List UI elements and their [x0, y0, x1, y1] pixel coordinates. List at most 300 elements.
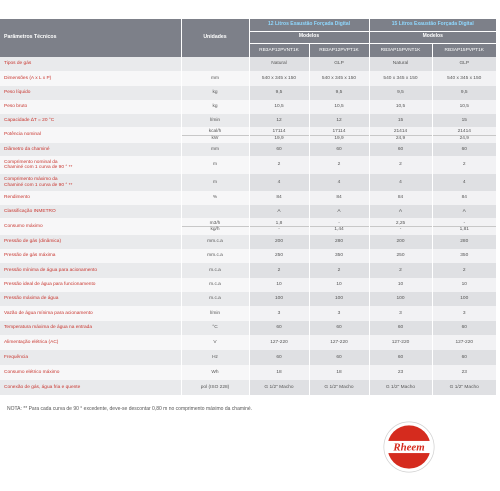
cell-line: 2	[462, 267, 466, 273]
cell-line: 350	[334, 253, 343, 259]
cell-line: 1,81	[433, 226, 497, 232]
cell-line: 60	[397, 146, 404, 152]
cell-line: kW	[182, 135, 249, 141]
value-cell	[369, 263, 432, 278]
cell-line: 1,44	[310, 226, 369, 232]
cell-line: 60	[276, 325, 282, 331]
param-line: Pressão mínima de água para acionamento	[4, 267, 98, 273]
unit-cell	[181, 218, 249, 235]
cell-line: 4	[277, 179, 281, 185]
value-cell	[249, 174, 309, 191]
cell-line: 60	[276, 354, 282, 360]
unit-cell	[181, 365, 249, 380]
value-cell	[432, 249, 496, 263]
param-line: Dimensões (A x L x P)	[4, 75, 52, 81]
unit-cell	[181, 143, 249, 156]
cell-line: 84	[397, 195, 404, 201]
table-row	[0, 306, 496, 321]
value-cell	[432, 321, 496, 335]
value-cell	[249, 100, 309, 114]
value-cell	[369, 306, 432, 321]
cell-line: 9,5	[275, 90, 283, 96]
cell-line: -	[338, 220, 340, 226]
param-line: Chaminé com 1 curva de 90 ° **	[4, 165, 73, 170]
unit-cell	[181, 335, 249, 350]
unit-cell	[181, 86, 249, 100]
value-cell	[432, 263, 496, 278]
unit-cell	[181, 278, 249, 292]
cell-line: pol (ISO 228)	[200, 384, 230, 390]
table-row	[0, 57, 496, 71]
cell-line: 540 x 345 x 150	[321, 75, 357, 81]
cell-line: 200	[274, 239, 283, 245]
cell-line: 2	[337, 267, 341, 273]
value-cell	[432, 380, 496, 395]
table-row	[0, 321, 496, 335]
cell-line: -	[463, 220, 466, 226]
value-cell	[432, 100, 496, 114]
cell-line: 15	[397, 117, 404, 123]
value-cell	[249, 218, 309, 235]
param-line: Classificação INMETRO	[4, 208, 56, 214]
cell-line: 280	[334, 239, 343, 245]
value-cell	[432, 306, 496, 321]
rheem-logo	[383, 421, 435, 473]
value-cell	[369, 335, 432, 350]
cell-line: 84	[336, 195, 342, 201]
param-cell	[0, 71, 181, 86]
value-cell	[432, 114, 496, 127]
cell-line: kg	[212, 90, 218, 96]
cell-line: 60	[461, 146, 467, 152]
value-cell	[249, 156, 309, 174]
unit-cell	[181, 235, 249, 249]
cell-line: m	[213, 179, 217, 185]
table-row	[0, 143, 496, 156]
cell-line: 60	[461, 325, 467, 331]
cell-line: 10	[461, 282, 467, 288]
svg-text:Rheem: Rheem	[393, 441, 425, 454]
cell-line: 200	[396, 239, 405, 245]
value-cell	[369, 235, 432, 249]
cell-line: 10,5	[395, 104, 406, 110]
cell-line: 17114	[332, 129, 346, 135]
param-line: Peso líquido	[4, 90, 31, 96]
cell-line: 2	[399, 267, 402, 273]
unit-cell	[181, 114, 249, 127]
param-cell	[0, 306, 181, 321]
param-cell	[0, 278, 181, 292]
value-cell	[249, 292, 309, 306]
value-cell	[249, 365, 309, 380]
value-cell	[309, 127, 369, 143]
param-line: Chaminé com 1 curva de 90 ° **	[4, 182, 73, 188]
cell-line: l/min	[209, 310, 221, 316]
cell-line: Hz	[212, 354, 218, 360]
value-cell	[432, 71, 496, 86]
value-cell	[249, 71, 309, 86]
header-unit: Unidades	[181, 19, 249, 57]
value-cell	[432, 365, 496, 380]
value-cell	[309, 365, 369, 380]
cell-line: mm.c.a	[207, 253, 223, 259]
cell-line: 10,5	[334, 104, 344, 110]
param-cell	[0, 127, 181, 143]
value-cell	[369, 114, 432, 127]
cell-line: m.c.a	[209, 282, 221, 288]
cell-line: Wh	[211, 369, 219, 375]
cell-line: 250	[396, 253, 405, 259]
cell-line: 3	[337, 310, 341, 316]
table-row	[0, 365, 496, 380]
table-row	[0, 156, 496, 174]
cell-line: 540 x 345 x 150	[383, 75, 418, 81]
value-cell	[309, 278, 369, 292]
table-row	[0, 174, 496, 191]
cell-line: 2	[462, 162, 466, 168]
value-cell	[369, 205, 432, 218]
value-cell	[369, 143, 432, 156]
cell-line: 4	[462, 179, 466, 185]
table-row	[0, 278, 496, 292]
cell-line: 24,9	[370, 135, 432, 141]
cell-line: 4	[399, 179, 402, 185]
value-cell	[432, 127, 496, 143]
param-line: Pressão ideal de água para funcionamento	[4, 282, 96, 288]
cell-line: 19,9	[310, 135, 369, 141]
cell-line: GLP	[334, 61, 344, 67]
cell-line: kcal/h	[208, 129, 222, 135]
cell-line: A	[277, 208, 281, 214]
param-line: Conexão de gás, água fria e quente	[4, 384, 81, 390]
value-cell	[309, 292, 369, 306]
param-cell	[0, 100, 181, 114]
cell-line: GLP	[459, 61, 470, 67]
param-line: Pressão de gás máxima	[4, 253, 56, 259]
param-line: Comprimento máximo da	[4, 177, 58, 183]
table-row	[0, 249, 496, 263]
value-cell	[309, 321, 369, 335]
cell-line: -	[250, 226, 309, 232]
cell-line: m	[213, 162, 217, 168]
param-cell	[0, 57, 181, 71]
unit-cell	[181, 292, 249, 306]
param-cell	[0, 292, 181, 306]
param-line: Pressão máxima de água	[4, 296, 59, 302]
cell-line: 2,25	[395, 220, 406, 226]
cell-line: 60	[397, 325, 404, 331]
cell-line: 17114	[272, 129, 286, 135]
cell-line: 84	[461, 195, 467, 201]
value-cell	[309, 71, 369, 86]
value-cell	[369, 127, 432, 143]
value-cell	[249, 350, 309, 365]
unit-cell	[181, 100, 249, 114]
cell-line: 9,5	[460, 90, 468, 96]
cell-line: 60	[336, 146, 342, 152]
table-row	[0, 335, 496, 350]
param-line: Consumo máximo	[4, 223, 43, 229]
value-cell	[369, 191, 432, 205]
cell-line: 100	[396, 296, 405, 302]
value-cell	[369, 321, 432, 335]
cell-line: 84	[276, 195, 282, 201]
value-cell	[249, 380, 309, 395]
param-cell	[0, 350, 181, 365]
header-group-15l: 15 Litros Exaustão Forçada Digital	[369, 19, 496, 31]
param-cell	[0, 218, 181, 235]
footnote: NOTA: ** Para cada curva de 90 ° excedente, deve-se descontar 0,80 m no comprimento máximo da chaminé.	[7, 406, 253, 412]
value-cell	[249, 86, 309, 100]
value-cell	[432, 156, 496, 174]
value-cell	[309, 205, 369, 218]
value-cell	[432, 205, 496, 218]
value-cell	[432, 57, 496, 71]
value-cell	[432, 191, 496, 205]
cell-line: G 1/2" Macho	[264, 384, 294, 390]
value-cell	[369, 57, 432, 71]
value-cell	[249, 205, 309, 218]
param-line: Frequência	[4, 354, 28, 360]
value-cell	[249, 191, 309, 205]
value-cell	[249, 278, 309, 292]
value-cell	[309, 174, 369, 191]
table-row	[0, 205, 496, 218]
cell-line: mm	[211, 75, 219, 81]
header-model-code: RB3AP15PVPT1K	[432, 43, 496, 57]
value-cell	[309, 380, 369, 395]
cell-line: Natural	[271, 61, 287, 67]
cell-line: 100	[274, 296, 283, 302]
header-group-12l: 12 Litros Exaustão Forçada Digital	[249, 19, 369, 31]
unit-cell	[181, 127, 249, 143]
param-cell	[0, 205, 181, 218]
cell-line: 100	[334, 296, 343, 302]
value-cell	[309, 249, 369, 263]
value-cell	[432, 278, 496, 292]
cell-line: 10	[336, 282, 342, 288]
value-cell	[249, 263, 309, 278]
param-line: Temperatura máxima de água na entrada	[4, 325, 92, 331]
table-row	[0, 235, 496, 249]
value-cell	[369, 86, 432, 100]
cell-line: 127-220	[270, 339, 288, 345]
table-row	[0, 380, 496, 395]
param-line: Pressão de gás (dinâmica)	[4, 239, 62, 245]
cell-line: 23	[461, 369, 467, 375]
cell-line: °C	[212, 325, 218, 331]
cell-line: 23	[397, 369, 404, 375]
value-cell	[309, 235, 369, 249]
cell-line: 10,5	[274, 104, 284, 110]
param-cell	[0, 143, 181, 156]
param-line: Potência nominal	[4, 132, 41, 138]
cell-line: A	[337, 208, 341, 214]
cell-line: %	[212, 195, 218, 201]
cell-line: m.c.a	[209, 296, 221, 302]
value-cell	[369, 100, 432, 114]
cell-line: 10	[397, 282, 404, 288]
cell-line: 60	[461, 354, 467, 360]
unit-cell	[181, 174, 249, 191]
param-cell	[0, 321, 181, 335]
unit-cell	[181, 380, 249, 395]
cell-line: 540 x 345 x 150	[261, 75, 297, 81]
cell-line: 18	[336, 369, 342, 375]
param-cell	[0, 335, 181, 350]
value-cell	[432, 174, 496, 191]
value-cell	[309, 335, 369, 350]
cell-line: 18	[276, 369, 282, 375]
value-cell	[309, 306, 369, 321]
table-row	[0, 292, 496, 306]
table-row	[0, 127, 496, 143]
value-cell	[432, 86, 496, 100]
value-cell	[249, 249, 309, 263]
param-line: Diâmetro da chaminé	[4, 146, 50, 152]
param-line: Rendimento	[4, 195, 30, 201]
param-cell	[0, 86, 181, 100]
value-cell	[309, 350, 369, 365]
table-row	[0, 218, 496, 235]
unit-cell	[181, 249, 249, 263]
value-cell	[369, 365, 432, 380]
table-row	[0, 86, 496, 100]
cell-line: G 1/2" Macho	[324, 384, 354, 390]
value-cell	[369, 350, 432, 365]
cell-line: 2	[399, 162, 402, 168]
cell-line: 10,5	[459, 104, 469, 110]
cell-line: 250	[274, 253, 283, 259]
header-model-code: RB3AP12PVNT1K	[249, 43, 309, 57]
param-cell	[0, 380, 181, 395]
header-model-code: RB3AP12PVPT1K	[309, 43, 369, 57]
cell-line: 280	[460, 239, 469, 245]
value-cell	[249, 306, 309, 321]
cell-line: A	[462, 208, 466, 214]
param-cell	[0, 249, 181, 263]
cell-line: 2	[277, 267, 281, 273]
value-cell	[369, 218, 432, 235]
value-cell	[369, 292, 432, 306]
cell-line: 12	[336, 117, 342, 123]
param-line: Alimentação elétrica (AC)	[4, 339, 59, 345]
param-line: Capacidade ∆T = 20 °C	[4, 117, 55, 123]
value-cell	[309, 156, 369, 174]
param-cell	[0, 174, 181, 191]
specs-table	[0, 19, 496, 395]
cell-line: 4	[337, 179, 341, 185]
param-line: Comprimento nominal da	[4, 159, 58, 165]
cell-line: 10	[276, 282, 282, 288]
unit-cell	[181, 350, 249, 365]
cell-line: 3	[277, 310, 281, 316]
value-cell	[249, 57, 309, 71]
cell-line: 100	[460, 296, 469, 302]
value-cell	[309, 86, 369, 100]
value-cell	[369, 249, 432, 263]
param-cell	[0, 156, 181, 174]
cell-line: A	[398, 208, 403, 214]
cell-line: m.c.a	[209, 267, 221, 273]
header-model-code: RB3AP15PVNT1K	[369, 43, 432, 57]
value-cell	[309, 263, 369, 278]
table-row	[0, 100, 496, 114]
value-cell	[432, 350, 496, 365]
cell-line: 127-220	[455, 339, 474, 345]
value-cell	[249, 335, 309, 350]
param-line: Tipos de gás	[4, 61, 32, 67]
cell-line: 3	[462, 310, 466, 316]
specs-table-body	[0, 57, 496, 395]
value-cell	[432, 335, 496, 350]
param-line: Vazão de água mínima para acionamento	[4, 310, 93, 316]
cell-line: 24,9	[433, 135, 497, 141]
cell-line: 9,5	[335, 90, 343, 96]
param-line: Consumo elétrico máximo	[4, 369, 60, 375]
cell-line: l/min	[209, 117, 221, 123]
unit-cell	[181, 57, 249, 71]
cell-line: 9,5	[397, 90, 404, 96]
cell-line: 127-220	[330, 339, 348, 345]
table-row	[0, 191, 496, 205]
value-cell	[309, 218, 369, 235]
cell-line: 2	[277, 162, 281, 168]
cell-line: 350	[460, 253, 469, 259]
table-row	[0, 114, 496, 127]
table-row	[0, 71, 496, 86]
cell-line: 19,9	[250, 135, 309, 141]
value-cell	[369, 174, 432, 191]
cell-line: 540 x 345 x 150	[447, 75, 482, 81]
header-models-12l: Modelos	[249, 31, 369, 43]
value-cell	[249, 235, 309, 249]
cell-line: Natural	[392, 61, 409, 67]
value-cell	[249, 143, 309, 156]
cell-line: 15	[461, 117, 467, 123]
value-cell	[432, 218, 496, 235]
cell-line: 21414	[457, 129, 471, 135]
value-cell	[369, 380, 432, 395]
cell-line: 60	[336, 325, 342, 331]
header-models-15l: Modelos	[369, 31, 496, 43]
cell-line: 60	[397, 354, 404, 360]
cell-line: 60	[276, 146, 282, 152]
cell-line: 3	[399, 310, 402, 316]
cell-line: 127-220	[391, 339, 410, 345]
value-cell	[249, 114, 309, 127]
param-cell	[0, 235, 181, 249]
value-cell	[309, 191, 369, 205]
value-cell	[249, 321, 309, 335]
param-cell	[0, 114, 181, 127]
cell-line: -	[370, 226, 432, 232]
cell-line: V	[213, 339, 217, 345]
param-cell	[0, 365, 181, 380]
value-cell	[309, 143, 369, 156]
cell-line: 12	[276, 117, 282, 123]
unit-cell	[181, 263, 249, 278]
value-cell	[369, 278, 432, 292]
cell-line: 2	[337, 162, 341, 168]
value-cell	[432, 235, 496, 249]
value-cell	[249, 127, 309, 143]
header-param: Parâmetros Técnicos	[0, 19, 181, 57]
cell-line: kg	[212, 104, 218, 110]
unit-cell	[181, 71, 249, 86]
table-row	[0, 263, 496, 278]
param-cell	[0, 191, 181, 205]
